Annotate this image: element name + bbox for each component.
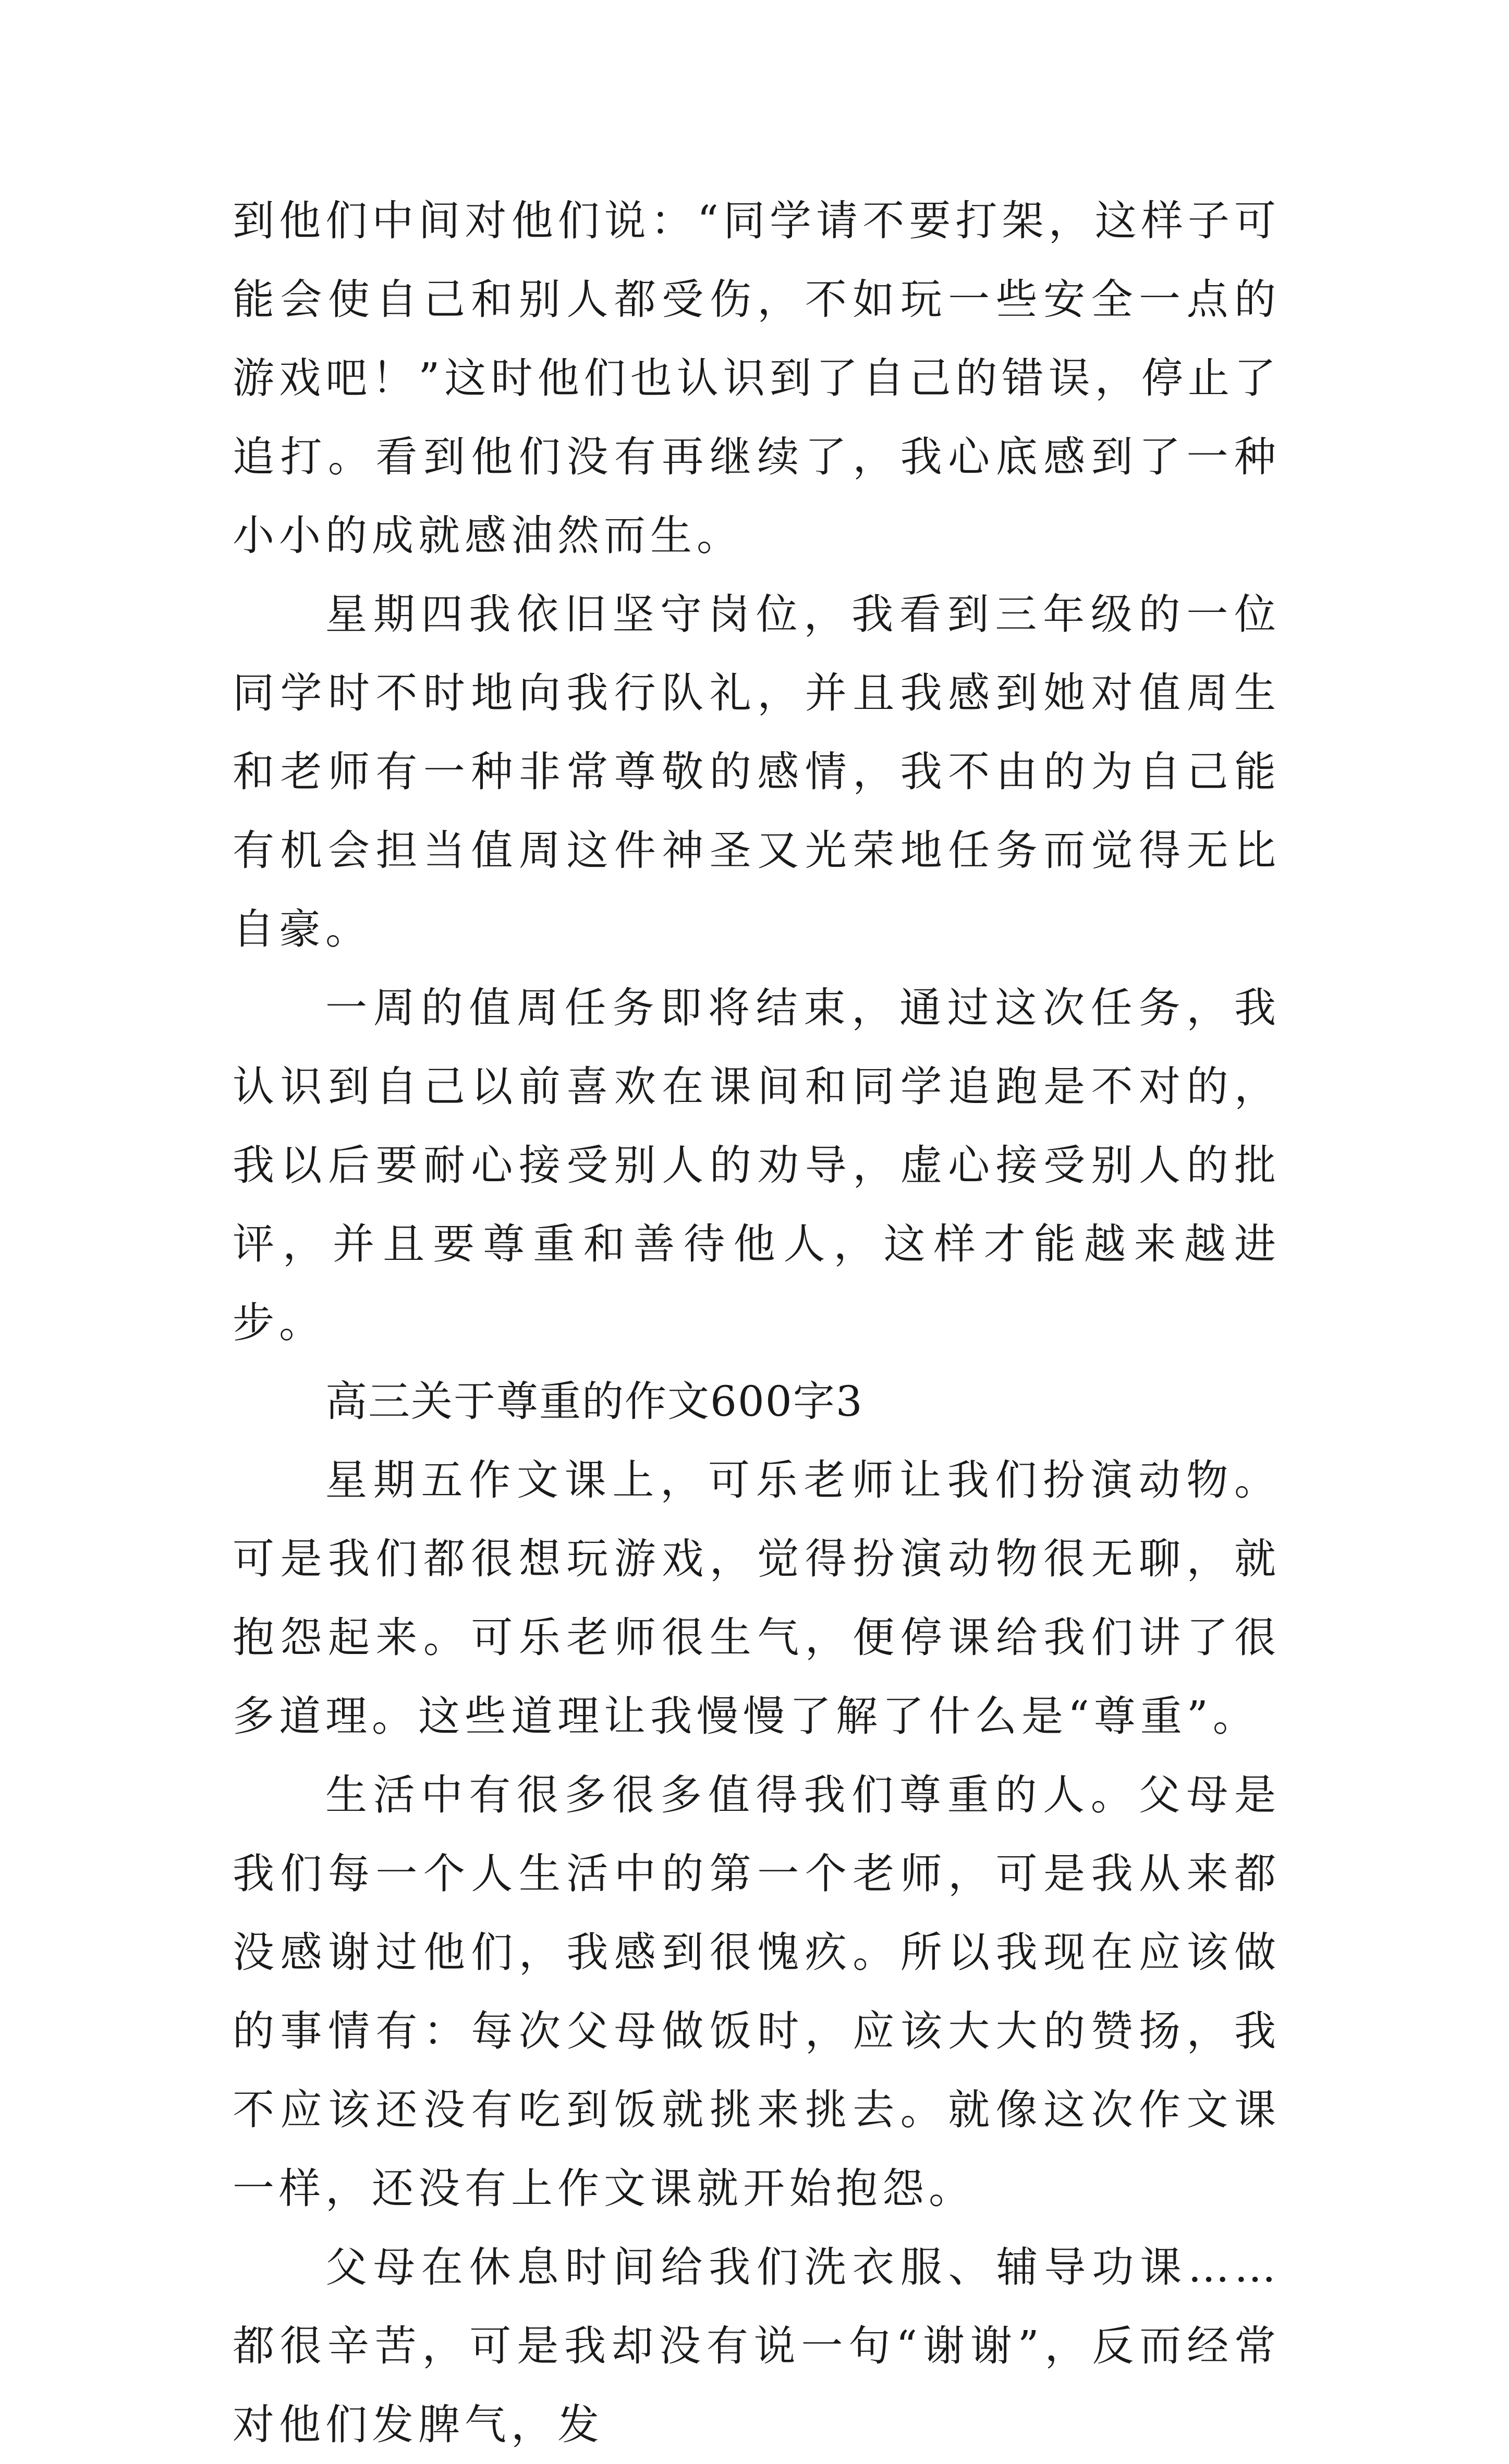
essay-heading: 高三关于尊重的作文600字3 [325, 1377, 863, 1426]
paragraph-continued: 到他们中间对他们说：“同学请不要打架，这样子可能会使自己和别人都受伤，不如玩一些安全一点的游戏吧！”这时他们也认识到了自己的错误，停止了追打。看到他们没有再继续了，我心底感到了一种小小的成就感油然而生。 [233, 197, 1281, 560]
document-body [233, 181, 1281, 2464]
paragraph-week-summary: 一周的值周任务即将结束，通过这次任务，我认识到自己以前喜欢在课间和同学追跑是不对的，我以后要耐心接受别人的劝导，虚心接受别人的批评，并且要尊重和善待他人，这样才能越来越进步。 [233, 984, 1281, 1347]
paragraph-friday-class: 星期五作文课上，可乐老师让我们扮演动物。可是我们都很想玩游戏，觉得扮演动物很无聊，就抱怨起来。可乐老师很生气，便停课给我们讲了很多道理。这些道理让我慢慢了解了什么是“尊重”。 [233, 1456, 1281, 1740]
paragraph-thursday-duty: 星期四我依旧坚守岗位，我看到三年级的一位同学时不时地向我行队礼，并且我感到她对值周生和老师有一种非常尊敬的感情，我不由的为自己能有机会担当值周这件神圣又光荣地任务而觉得无比自豪。 [233, 590, 1281, 953]
paragraph-parents-hardwork: 父母在休息时间给我们洗衣服、辅导功课……都很辛苦，可是我却没有说一句“谢谢”，反而经常对他们发脾气，发 [233, 2243, 1281, 2449]
paragraph-respect-parents: 生活中有很多很多值得我们尊重的人。父母是我们每一个人生活中的第一个老师，可是我从来都没感谢过他们，我感到很愧疚。所以我现在应该做的事情有：每次父母做饭时，应该大大的赞扬，我不应该还没有吃到饭就挑来挑去。就像这次作文课一样，还没有上作文课就开始抱怨。 [233, 1771, 1281, 2213]
